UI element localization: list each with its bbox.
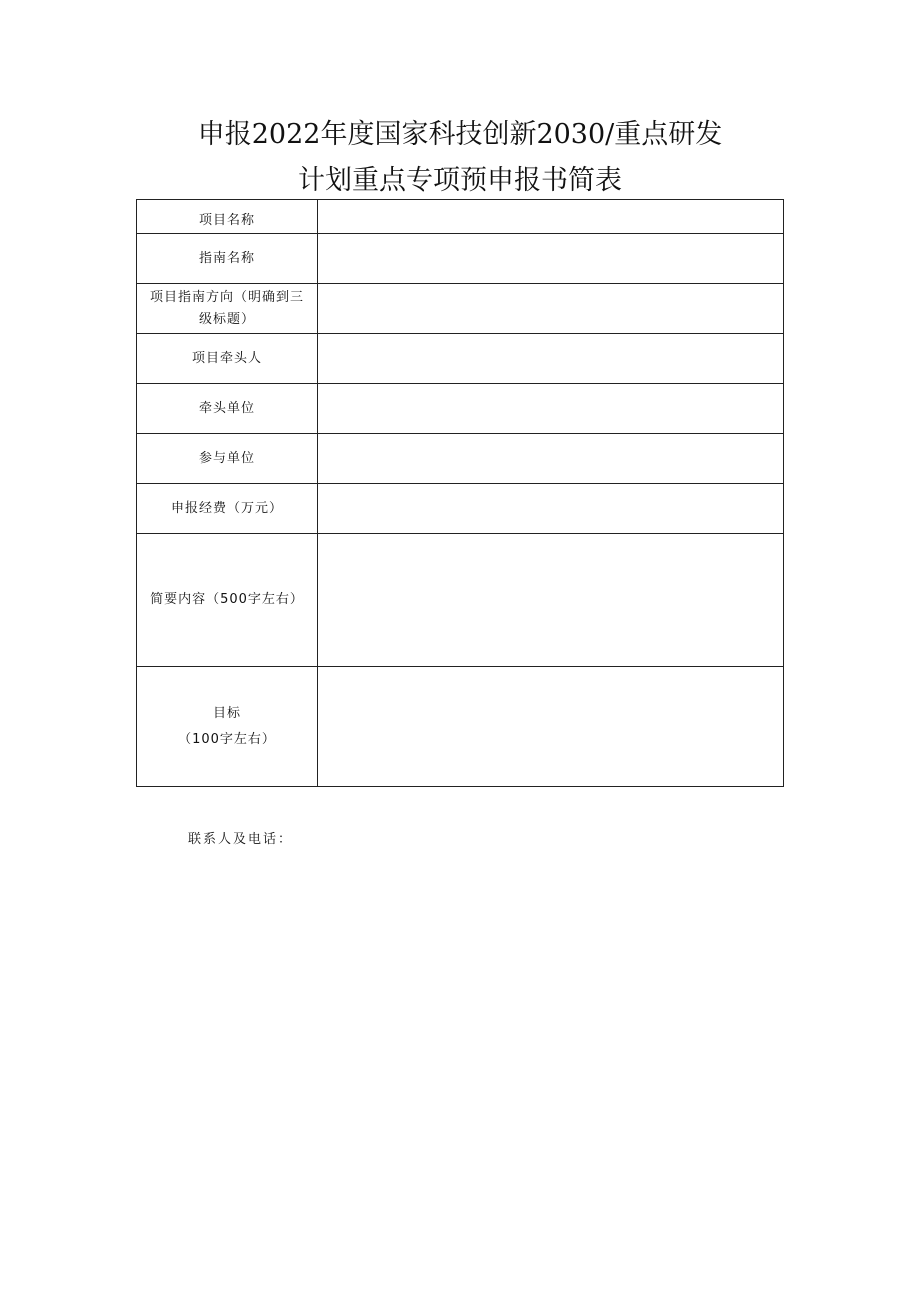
guide-name-field[interactable]: [318, 234, 784, 284]
project-name-field[interactable]: [318, 200, 784, 234]
label-cell: [137, 384, 318, 434]
requested-funding-field[interactable]: [318, 484, 784, 534]
form-title-line-2: 计划重点专项预申报书简表: [298, 165, 622, 196]
participating-units-field[interactable]: [318, 434, 784, 484]
objectives-label-line-1: 目标: [212, 705, 241, 721]
table-row-project-name: [137, 200, 784, 234]
form-title-line-1: 申报2022年度国家科技创新2030/重点研发: [197, 119, 723, 150]
project-name-label: 项目名称: [198, 212, 255, 228]
label-cell: [137, 200, 318, 234]
label-cell: [137, 234, 318, 284]
brief-content-label: 简要内容（500字左右）: [150, 592, 304, 607]
guide-direction-label-line-2: 级标题）: [198, 311, 255, 327]
project-leader-label: 项目牵头人: [191, 350, 262, 366]
table-row-guide-direction: [137, 284, 784, 334]
guide-direction-label-line-1: 项目指南方向（明确到三: [149, 289, 304, 305]
label-cell: [137, 284, 318, 334]
label-cell: [137, 334, 318, 384]
table-row-requested-funding: [137, 484, 784, 534]
application-summary-table: [136, 199, 784, 787]
project-leader-field[interactable]: [318, 334, 784, 384]
guide-direction-field[interactable]: [318, 284, 784, 334]
table-row-guide-name: [137, 234, 784, 284]
label-cell: [137, 484, 318, 534]
label-cell: [137, 667, 318, 787]
lead-unit-field[interactable]: [318, 384, 784, 434]
table-row-project-leader: [137, 334, 784, 384]
contact-person-and-phone-label: 联系人及电话：: [188, 832, 294, 847]
label-cell: [137, 534, 318, 667]
table-row-participating-units: [137, 434, 784, 484]
label-cell: [137, 434, 318, 484]
objectives-field[interactable]: [318, 667, 784, 787]
participating-units-label: 参与单位: [198, 450, 255, 466]
table-row-objectives: [137, 667, 784, 787]
requested-funding-label: 申报经费（万元）: [170, 500, 283, 516]
objectives-label-line-2: （100字左右）: [178, 731, 276, 747]
guide-name-label: 指南名称: [198, 250, 255, 266]
brief-content-field[interactable]: [318, 534, 784, 667]
table-row-brief-content: [137, 534, 784, 667]
table-row-lead-unit: [137, 384, 784, 434]
lead-unit-label: 牵头单位: [198, 400, 255, 416]
